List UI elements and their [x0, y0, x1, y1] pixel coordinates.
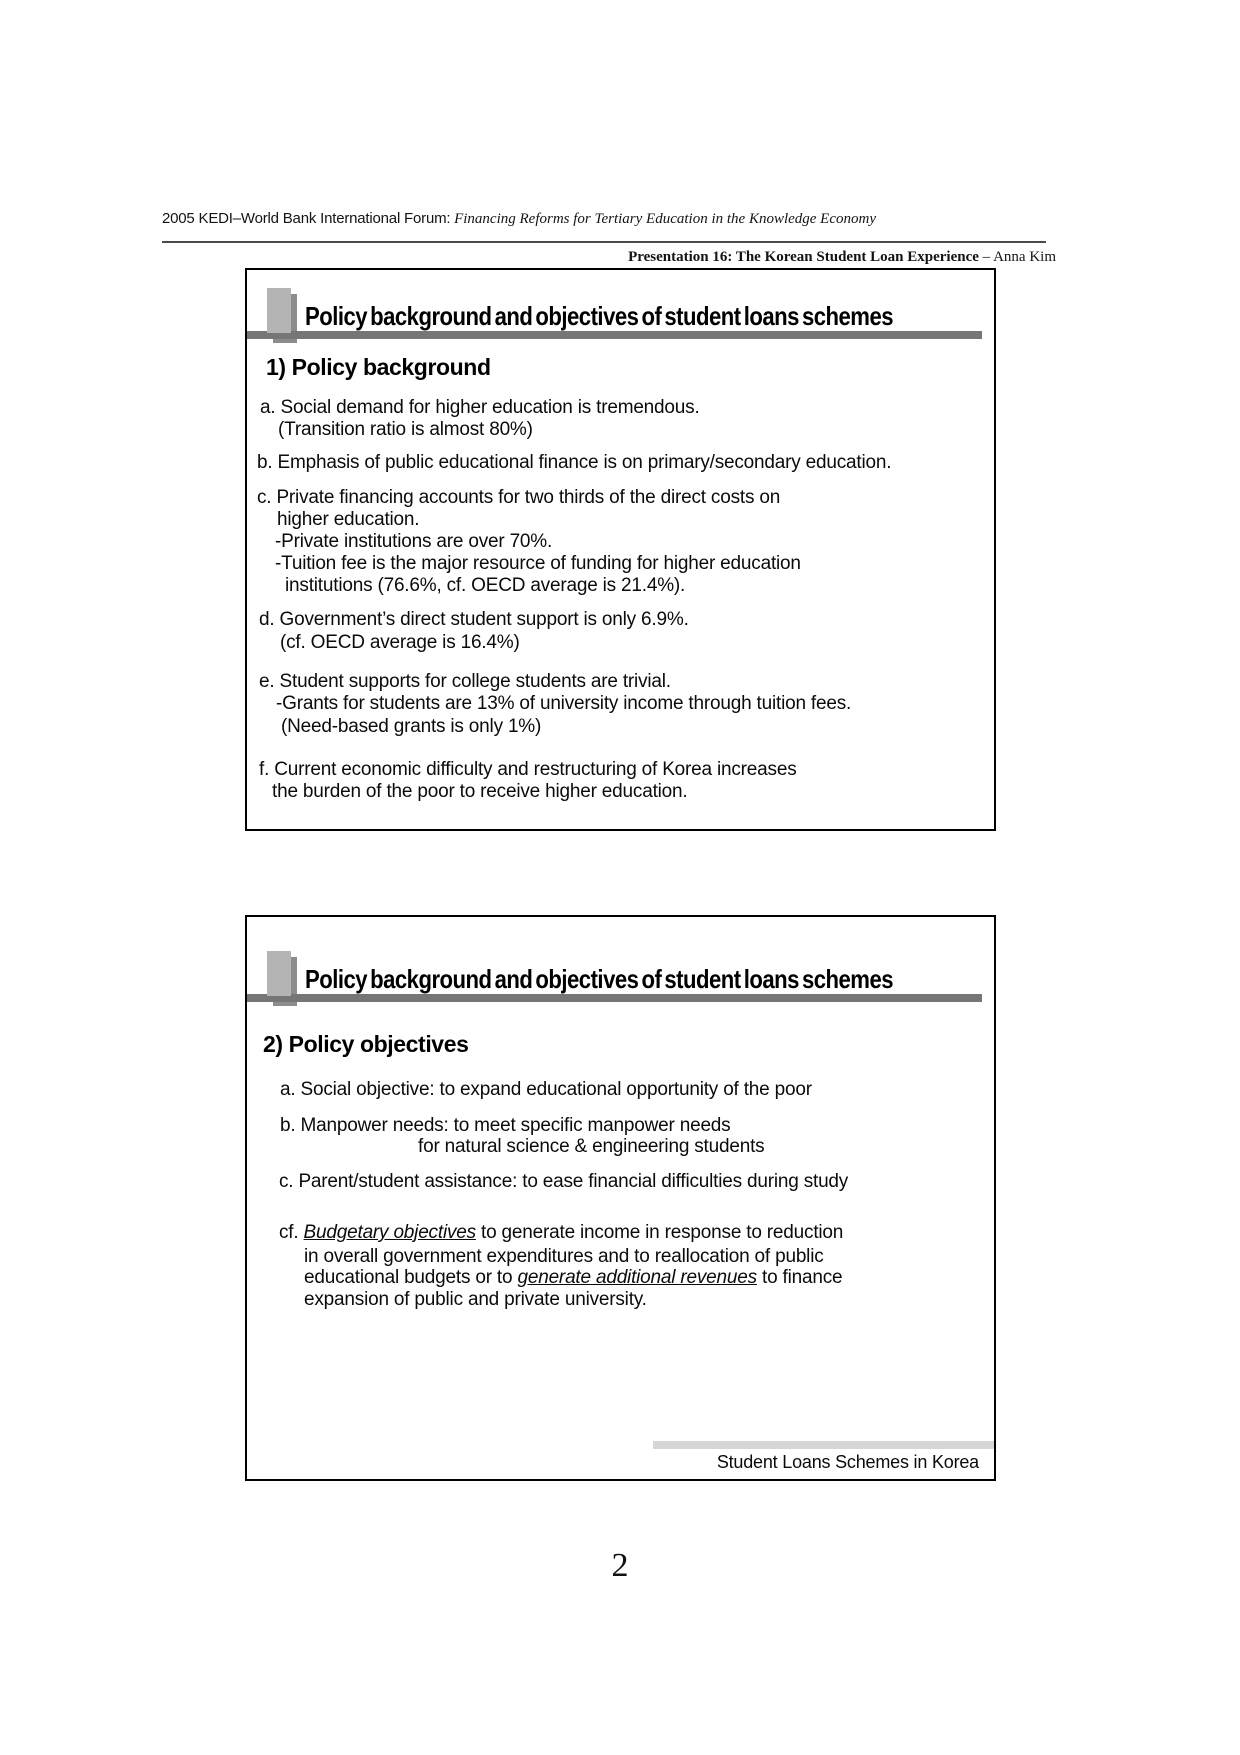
slide-content [247, 270, 994, 829]
slide-text-line: educational budgets or to generate additional revenues to finance [304, 1267, 843, 1288]
slide-text-line: b. Manpower needs: to meet specific manpower needs [280, 1115, 731, 1136]
header-divider [162, 241, 1046, 243]
slide-text-line: in overall government expenditures and to reallocation of public [304, 1246, 824, 1267]
slide-text-line: -Tuition fee is the major resource of funding for higher education [275, 553, 801, 574]
slide-text-line: higher education. [277, 509, 420, 530]
slide-policy-objectives [245, 915, 996, 1481]
footer-bar [653, 1441, 994, 1449]
section-heading: 2) Policy objectives [263, 1031, 469, 1057]
slide-text-line: for natural science & engineering students [418, 1136, 765, 1157]
slide-text-line: (Need-based grants is only 1%) [281, 716, 542, 737]
slide-text-line: -Private institutions are over 70%. [275, 531, 553, 552]
section-heading: 1) Policy background [266, 354, 491, 380]
slide-text-line: -Grants for students are 13% of university income through tuition fees. [276, 693, 852, 714]
slide-text-line: cf. Budgetary objectives to generate income in response to reduction [279, 1222, 844, 1243]
page-number: 2 [611, 1547, 629, 1584]
slide-policy-background [245, 268, 996, 831]
presentation-title: Presentation 16: The Korean Student Loan Experience [628, 249, 979, 265]
slide-text-line: (cf. OECD average is 16.4%) [280, 632, 520, 653]
slide-title: Policy background and objectives of student loans schemes [305, 964, 894, 994]
presentation-header [628, 248, 1056, 266]
slide-title: Policy background and objectives of student loans schemes [305, 301, 894, 331]
slide-text-line: d. Government’s direct student support is only 6.9%. [259, 609, 689, 630]
slide-content [247, 917, 994, 1479]
slide-text-line: institutions (76.6%, cf. OECD average is 21.4%). [285, 575, 686, 596]
slide-text-line: a. Social objective: to expand educational opportunity of the poor [280, 1079, 812, 1100]
slide-footer: Student Loans Schemes in Korea [716, 1452, 979, 1472]
slide-text-line: c. Private financing accounts for two thirds of the direct costs on [257, 487, 781, 508]
forum-subtitle: Financing Reforms for Tertiary Education in the Knowledge Economy [450, 211, 876, 227]
slide-text-line: (Transition ratio is almost 80%) [278, 419, 533, 440]
slide-text-line: a. Social demand for higher education is tremendous. [260, 397, 700, 418]
presentation-author: – Anna Kim [978, 249, 1056, 265]
slide-text-line: c. Parent/student assistance: to ease financial difficulties during study [279, 1171, 849, 1192]
document-header [162, 210, 876, 228]
forum-title: 2005 KEDI–World Bank International Forum: [162, 210, 451, 227]
slide-text-line: e. Student supports for college students are trivial. [259, 671, 671, 692]
slide-text-line: b. Emphasis of public educational finance is on primary/secondary education. [257, 452, 892, 473]
slide-text-line: expansion of public and private university. [304, 1289, 647, 1310]
slide-text-line: f. Current economic difficulty and restructuring of Korea increases [259, 759, 797, 780]
slide-text-line: the burden of the poor to receive higher education. [272, 781, 688, 802]
